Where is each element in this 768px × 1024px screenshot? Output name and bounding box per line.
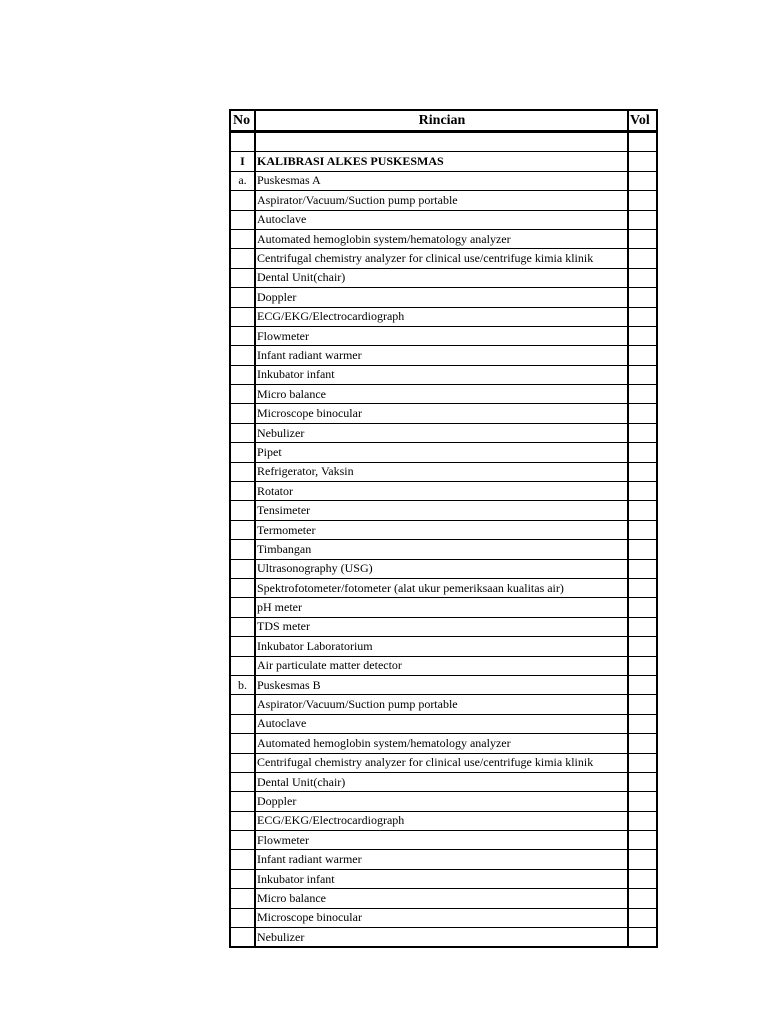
cell-no	[230, 869, 255, 888]
cell-vol	[628, 617, 657, 636]
cell-vol	[628, 249, 657, 268]
cell-rincian: Spektrofotometer/fotometer (alat ukur pemeriksaan kualitas air)	[255, 578, 628, 597]
cell-rincian: Flowmeter	[255, 326, 628, 345]
cell-no	[230, 385, 255, 404]
cell-rincian: Dental Unit(chair)	[255, 268, 628, 287]
cell-vol	[628, 462, 657, 481]
table-row	[230, 520, 657, 539]
cell-no	[230, 288, 255, 307]
cell-rincian: Nebulizer	[255, 423, 628, 442]
cell-vol	[628, 365, 657, 384]
header-rincian: Rincian	[255, 110, 628, 132]
table-row	[230, 307, 657, 326]
cell-no	[230, 714, 255, 733]
cell-vol	[628, 811, 657, 830]
cell-no: b.	[230, 675, 255, 694]
cell-no	[230, 540, 255, 559]
document-sheet	[229, 109, 656, 948]
cell-rincian: Aspirator/Vacuum/Suction pump portable	[255, 695, 628, 714]
cell-no	[230, 365, 255, 384]
table-row	[230, 908, 657, 927]
cell-vol	[628, 928, 657, 948]
cell-vol	[628, 385, 657, 404]
cell-vol	[628, 346, 657, 365]
cell-rincian: Ultrasonography (USG)	[255, 559, 628, 578]
cell-no	[230, 268, 255, 287]
table-row	[230, 889, 657, 908]
table-row	[230, 637, 657, 656]
cell-vol	[628, 540, 657, 559]
cell-rincian: Pipet	[255, 443, 628, 462]
cell-vol	[628, 753, 657, 772]
table-row	[230, 423, 657, 442]
cell-vol	[628, 210, 657, 229]
cell-no	[230, 811, 255, 830]
cell-no	[230, 559, 255, 578]
cell-rincian: Autoclave	[255, 210, 628, 229]
cell-no	[230, 695, 255, 714]
table-row	[230, 191, 657, 210]
table-row	[230, 656, 657, 675]
table-row	[230, 695, 657, 714]
header-row	[230, 110, 657, 132]
table-row	[230, 443, 657, 462]
cell-rincian: ECG/EKG/Electrocardiograph	[255, 307, 628, 326]
cell-vol	[628, 792, 657, 811]
table-row	[230, 462, 657, 481]
table-row	[230, 288, 657, 307]
cell-vol	[628, 714, 657, 733]
table-row	[230, 404, 657, 423]
table-row	[230, 249, 657, 268]
table-row	[230, 365, 657, 384]
cell-no	[230, 889, 255, 908]
table-row	[230, 772, 657, 791]
cell-vol	[628, 191, 657, 210]
table-row	[230, 346, 657, 365]
cell-no: a.	[230, 171, 255, 190]
cell-rincian: Nebulizer	[255, 928, 628, 948]
table-row	[230, 792, 657, 811]
table-row	[230, 578, 657, 597]
cell-vol	[628, 772, 657, 791]
cell-rincian: Rotator	[255, 482, 628, 501]
cell-vol	[628, 675, 657, 694]
cell-rincian: Infant radiant warmer	[255, 850, 628, 869]
cell-no	[230, 210, 255, 229]
cell-vol	[628, 578, 657, 597]
cell-vol	[628, 288, 657, 307]
cell-no	[230, 326, 255, 345]
table-row	[230, 540, 657, 559]
cell-rincian: Termometer	[255, 520, 628, 539]
table-row	[230, 617, 657, 636]
cell-rincian: Puskesmas B	[255, 675, 628, 694]
cell-no	[230, 191, 255, 210]
table-row	[230, 598, 657, 617]
cell-vol	[628, 482, 657, 501]
table-row	[230, 326, 657, 345]
cell-rincian: Automated hemoglobin system/hematology analyzer	[255, 734, 628, 753]
cell-rincian: Tensimeter	[255, 501, 628, 520]
cell-no	[230, 249, 255, 268]
cell-vol	[628, 656, 657, 675]
cell-vol	[628, 171, 657, 190]
table-header	[230, 110, 657, 132]
equipment-table	[229, 109, 658, 948]
cell-rincian: TDS meter	[255, 617, 628, 636]
cell-no	[230, 908, 255, 927]
cell-rincian: Doppler	[255, 792, 628, 811]
cell-no	[230, 346, 255, 365]
table-row	[230, 714, 657, 733]
cell-rincian: Micro balance	[255, 889, 628, 908]
cell-rincian: Timbangan	[255, 540, 628, 559]
table-row	[230, 268, 657, 287]
cell-no	[230, 772, 255, 791]
cell-rincian: Microscope binocular	[255, 404, 628, 423]
table-row	[230, 675, 657, 694]
cell-rincian: Inkubator infant	[255, 365, 628, 384]
cell-vol	[628, 423, 657, 442]
cell-no	[230, 598, 255, 617]
cell-vol	[628, 307, 657, 326]
cell-vol	[628, 443, 657, 462]
cell-vol	[628, 908, 657, 927]
cell-no	[230, 850, 255, 869]
cell-no	[230, 423, 255, 442]
table-row	[230, 132, 657, 152]
cell-no	[230, 734, 255, 753]
table-row	[230, 559, 657, 578]
cell-rincian: Doppler	[255, 288, 628, 307]
cell-no	[230, 928, 255, 948]
cell-no	[230, 132, 255, 152]
table-row	[230, 850, 657, 869]
cell-vol	[628, 268, 657, 287]
cell-no	[230, 792, 255, 811]
cell-rincian: Centrifugal chemistry analyzer for clinical use/centrifuge kimia klinik	[255, 753, 628, 772]
cell-rincian: Microscope binocular	[255, 908, 628, 927]
cell-rincian: Automated hemoglobin system/hematology analyzer	[255, 229, 628, 248]
cell-rincian: KALIBRASI ALKES PUSKESMAS	[255, 152, 628, 171]
cell-no	[230, 656, 255, 675]
cell-no	[230, 578, 255, 597]
cell-rincian: Aspirator/Vacuum/Suction pump portable	[255, 191, 628, 210]
cell-no	[230, 520, 255, 539]
cell-no	[230, 753, 255, 772]
cell-rincian: Air particulate matter detector	[255, 656, 628, 675]
cell-rincian: Dental Unit(chair)	[255, 772, 628, 791]
table-body	[230, 132, 657, 948]
cell-rincian: Infant radiant warmer	[255, 346, 628, 365]
cell-rincian: Centrifugal chemistry analyzer for clinical use/centrifuge kimia klinik	[255, 249, 628, 268]
cell-no	[230, 637, 255, 656]
cell-rincian: ECG/EKG/Electrocardiograph	[255, 811, 628, 830]
table-row	[230, 928, 657, 948]
cell-no	[230, 501, 255, 520]
table-row	[230, 171, 657, 190]
table-row	[230, 734, 657, 753]
cell-no	[230, 831, 255, 850]
table-row	[230, 229, 657, 248]
cell-no: I	[230, 152, 255, 171]
cell-vol	[628, 229, 657, 248]
cell-vol	[628, 869, 657, 888]
table-row	[230, 753, 657, 772]
table-row	[230, 482, 657, 501]
cell-vol	[628, 850, 657, 869]
cell-rincian: Refrigerator, Vaksin	[255, 462, 628, 481]
cell-no	[230, 404, 255, 423]
cell-vol	[628, 831, 657, 850]
cell-vol	[628, 152, 657, 171]
table-row	[230, 152, 657, 171]
cell-vol	[628, 501, 657, 520]
cell-vol	[628, 734, 657, 753]
cell-rincian: Flowmeter	[255, 831, 628, 850]
header-no: No	[230, 110, 255, 132]
cell-vol	[628, 404, 657, 423]
cell-vol	[628, 520, 657, 539]
cell-vol	[628, 559, 657, 578]
cell-rincian: Puskesmas A	[255, 171, 628, 190]
cell-no	[230, 443, 255, 462]
cell-no	[230, 462, 255, 481]
table-row	[230, 811, 657, 830]
cell-rincian: pH meter	[255, 598, 628, 617]
cell-vol	[628, 695, 657, 714]
cell-vol	[628, 889, 657, 908]
table-row	[230, 210, 657, 229]
cell-no	[230, 307, 255, 326]
cell-rincian: Micro balance	[255, 385, 628, 404]
cell-vol	[628, 326, 657, 345]
cell-vol	[628, 132, 657, 152]
cell-vol	[628, 598, 657, 617]
header-vol: Vol	[628, 110, 657, 132]
cell-no	[230, 229, 255, 248]
cell-no	[230, 482, 255, 501]
cell-rincian: Inkubator infant	[255, 869, 628, 888]
table-row	[230, 501, 657, 520]
cell-rincian: Autoclave	[255, 714, 628, 733]
cell-rincian	[255, 132, 628, 152]
table-row	[230, 385, 657, 404]
table-row	[230, 831, 657, 850]
table-row	[230, 869, 657, 888]
cell-no	[230, 617, 255, 636]
cell-rincian: Inkubator Laboratorium	[255, 637, 628, 656]
cell-vol	[628, 637, 657, 656]
